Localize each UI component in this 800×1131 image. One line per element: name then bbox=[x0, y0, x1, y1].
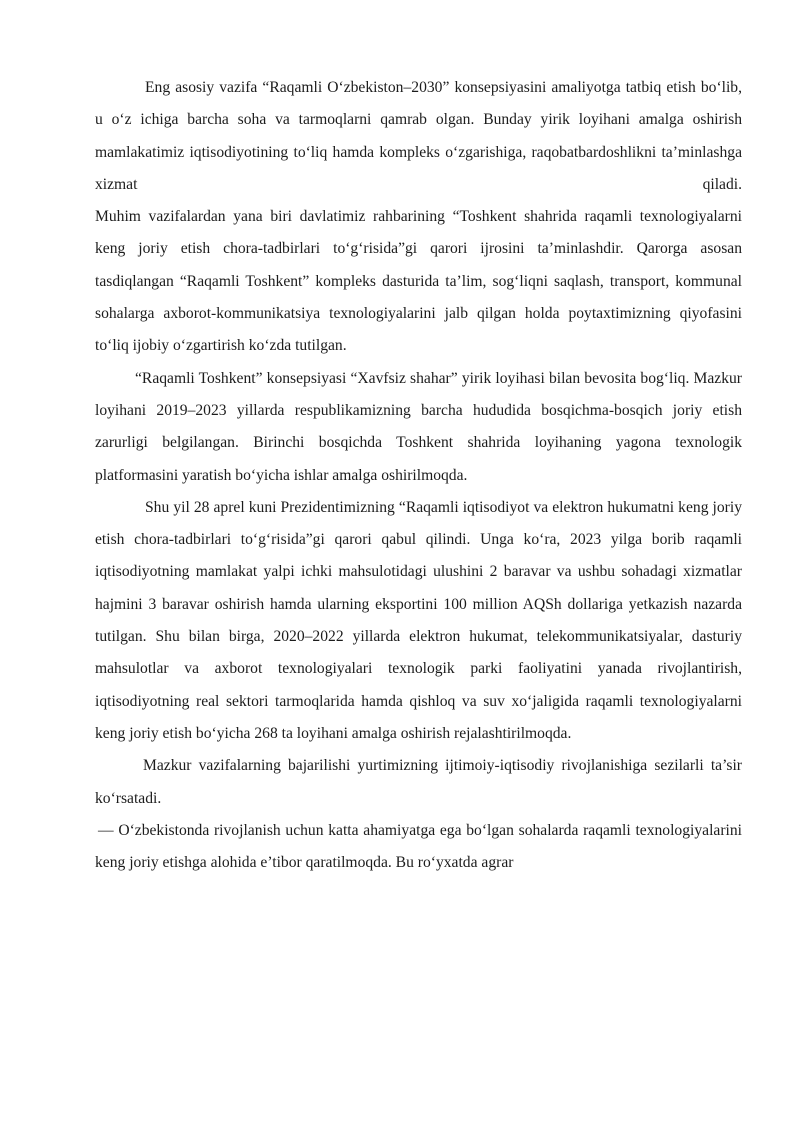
paragraph-safe-city: “Raqamli Toshkent” konsepsiyasi “Xavfsiz shahar” yirik loyihasi bilan bevosita bog‘liq. Mazkur loyihani 2019–2023 yillarda respublikamizning barcha hududida bosqichma-bosqich joriy etish zarurligi belgilangan. Birinchi bosqichda Toshkent shahrida loyihaning yagona texnologik platformasini yaratish bo‘yicha ishlar amalga oshirilmoqda. bbox=[95, 369, 742, 484]
paragraph-presidential-decree: Shu yil 28 aprel kuni Prezidentimizning “Raqamli iqtisodiyot va elektron hukumatni keng joriy etish chora-tadbirlari to‘g‘risida”gi qarori qabul qilindi. Unga ko‘ra, 2023 yilga borib raqamli iqtisodiyotning mamlakat yalpi ichki mahsulotidagi ulushini 2 baravar va ushbu sohadagi xizmatlar hajmini 3 baravar oshirish hamda ularning eksportini 100 million AQSh dollariga yetkazish nazarda tutilgan. Shu bilan birga, 2020–2022 yillarda elektron hukumat, telekommunikatsiyalar, dasturiy mahsulotlar va axborot texnologiyalari texnologik parki faoliyatini yanada rivojlantirish, iqtisodiyotning real sektori tarmoqlarida hamda qishloq va suv xo‘jaligida raqamli texnologiyalarni keng joriy etish bo‘yicha 268 ta loyihani amalga oshirish rejalashtirilmoqda. bbox=[95, 498, 742, 742]
paragraph-impact: Mazkur vazifalarning bajarilishi yurtimizning ijtimoiy-iqtisodiy rivojlanishiga sezilarli ta’sir ko‘rsatadi. bbox=[95, 757, 742, 807]
paragraph-priority-sectors: — O‘zbekistonda rivojlanish uchun katta ahamiyatga ega bo‘lgan sohalarda raqamli texnologiyalarini keng joriy etishga alohida e’tibor qaratilmoqda. Bu ro‘yxatda agrar bbox=[95, 821, 742, 872]
paragraph-digital-uzbekistan bbox=[95, 72, 742, 363]
paragraph-text: Eng asosiy vazifa “Raqamli O‘zbekiston–2030” konsepsiyasini amaliyotga tatbiq etish bo‘lib, u o‘z ichiga barcha soha va tarmoqlarni qamrab olgan. Bunday yirik loyihani amalga oshirish mamlakatimiz iqtisodiyotining to‘liq hamda kompleks o‘zgarishiga, raqobatbardoshlikni ta’minlashga xizmat qiladi. bbox=[95, 79, 742, 193]
document-page bbox=[95, 72, 742, 879]
paragraph-text: Muhim vazifalardan yana biri davlatimiz rahbarining “Toshkent shahrida raqamli texnologiyalarni keng joriy etish chora-tadbirlari to‘g‘risida”gi qarori ijrosini ta’minlashdir. Qarorga asosan tasdiqlangan “Raqamli Toshkent” kompleks dasturida ta’lim, sog‘liqni saqlash, transport, kommunal sohalarga axborot-kommunikatsiya texnologiyalarini jalb qilgan holda poytaxtimizning qiyofasini to‘liq ijobiy o‘zgartirish ko‘zda tutilgan. bbox=[95, 208, 742, 355]
